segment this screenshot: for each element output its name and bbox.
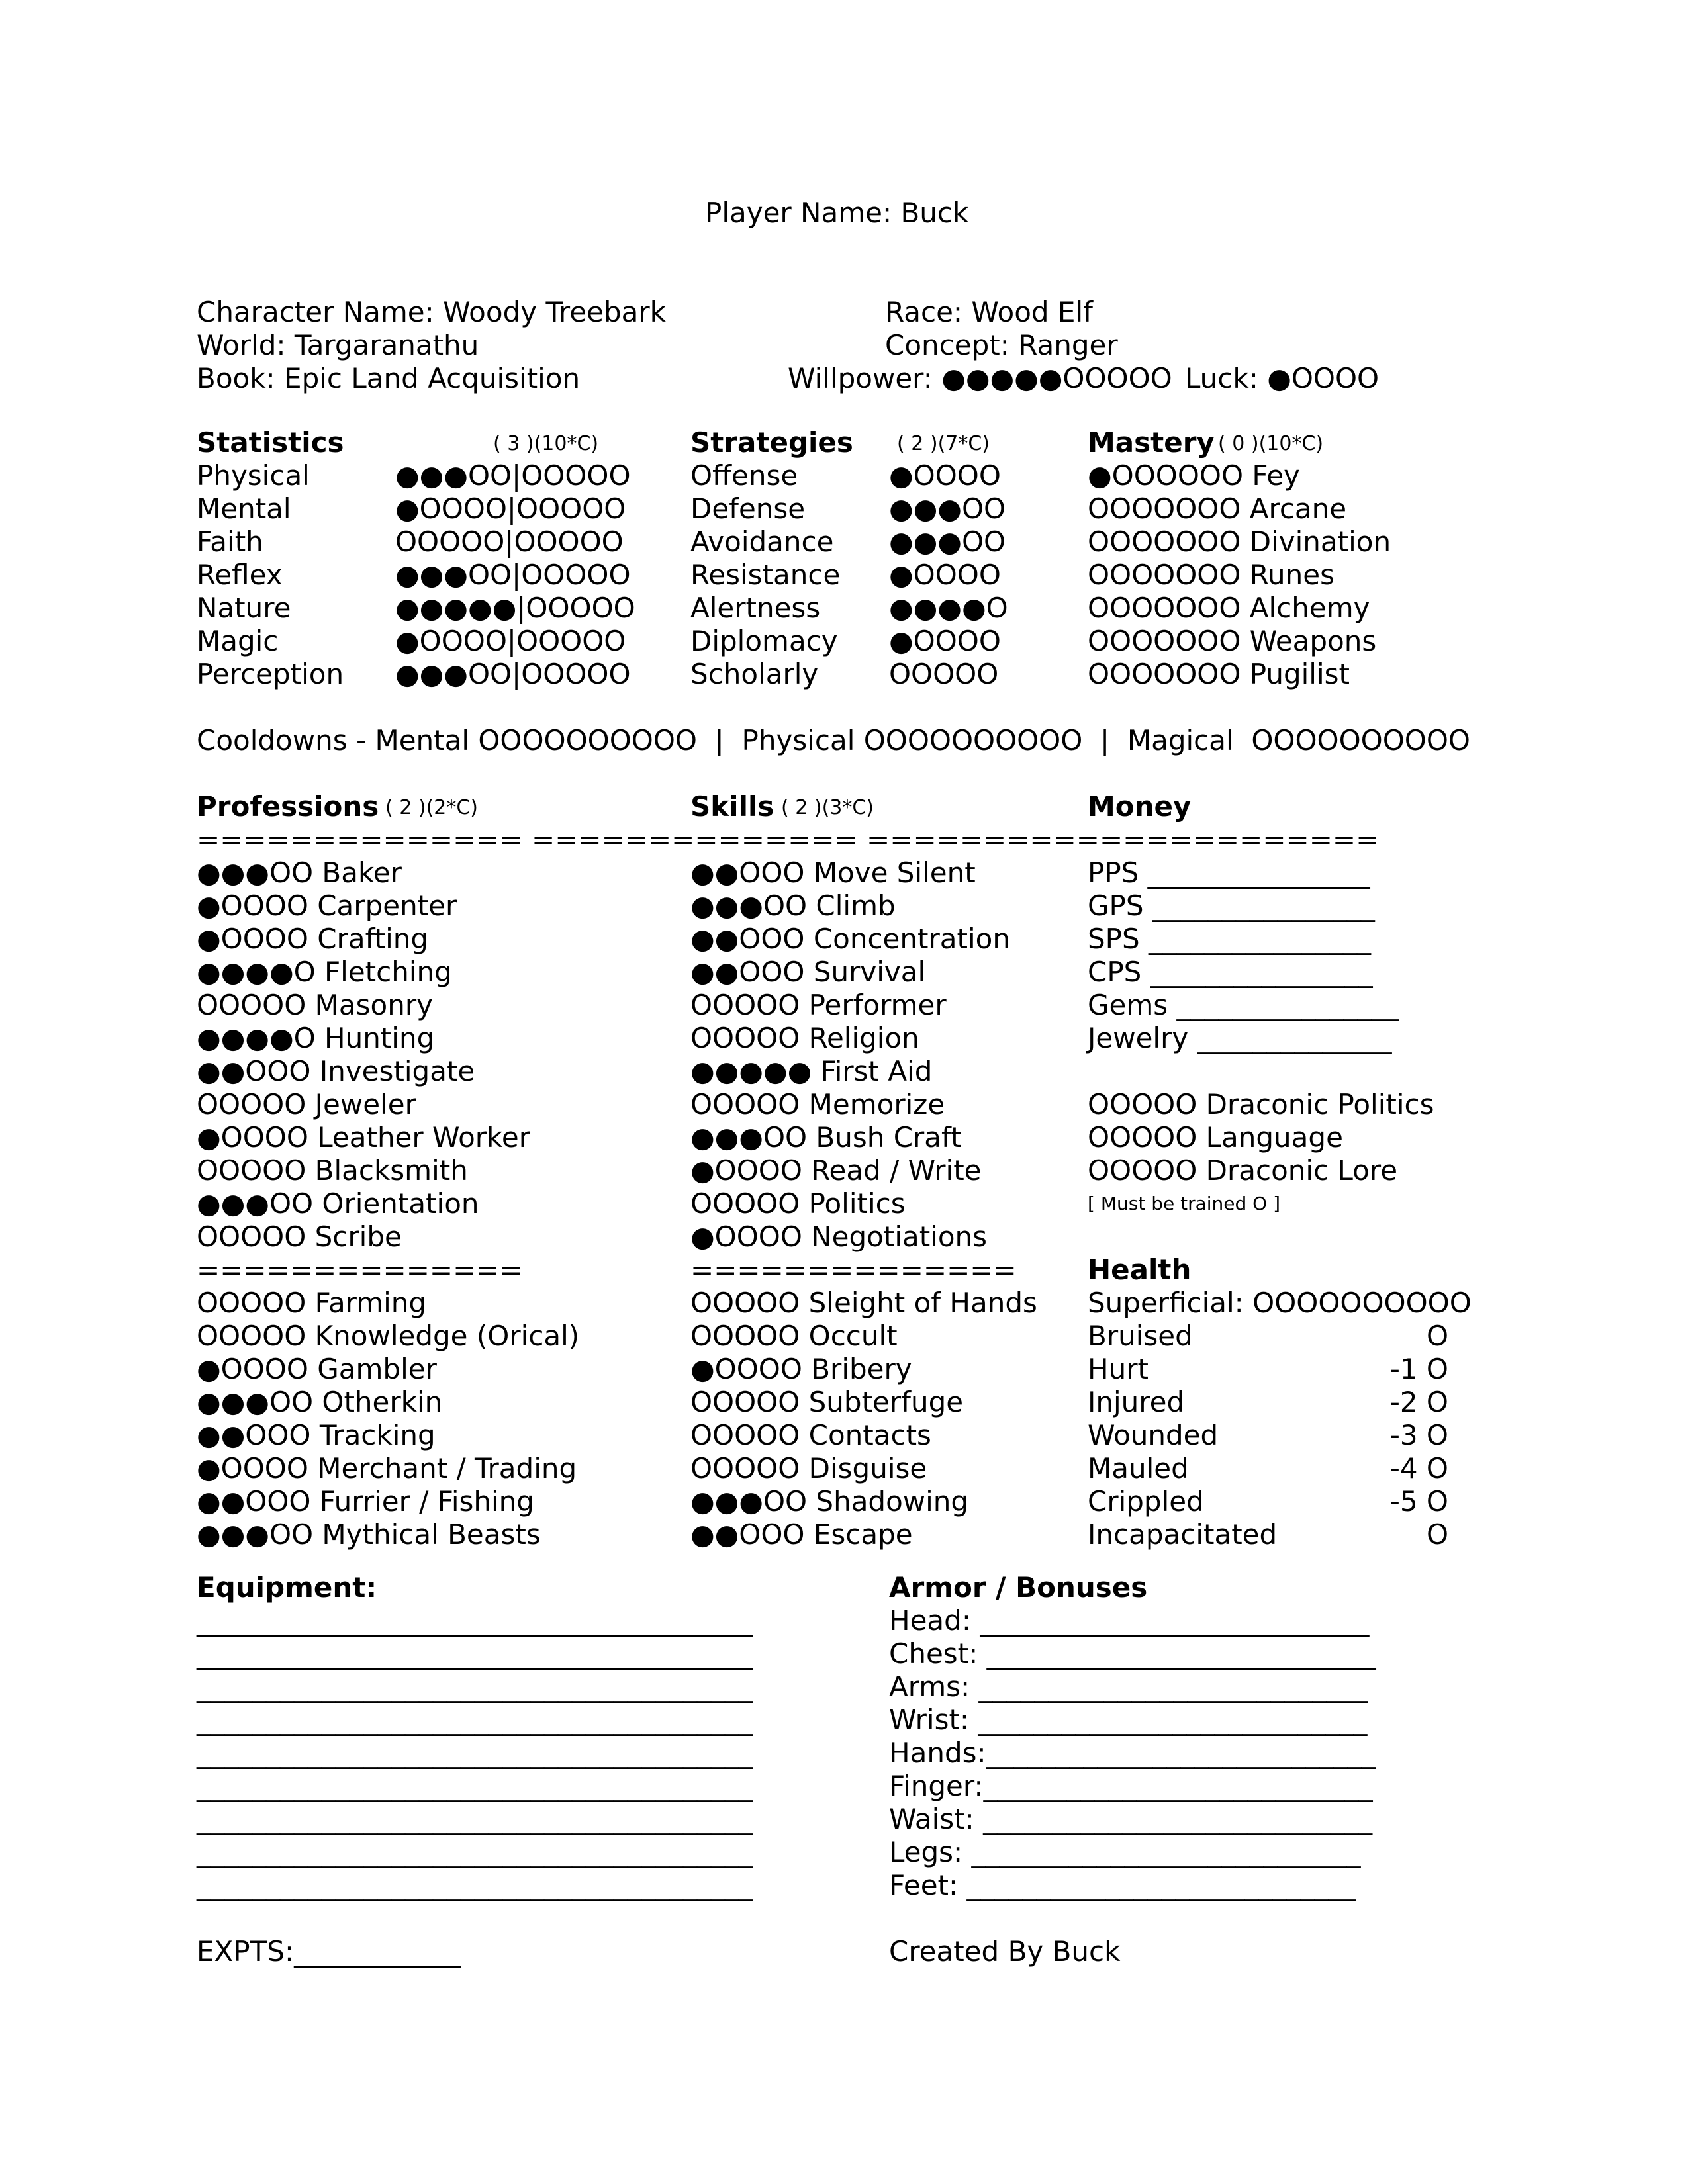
willpower: Willpower: ●●●●●OOOOO: [788, 362, 1172, 394]
stat-row: Faith OOOOO|OOOOO: [197, 525, 624, 558]
stat-row: Nature ●●●●●|OOOOO: [197, 592, 635, 624]
money-pps-field[interactable]: PPS ________________: [1088, 856, 1370, 889]
health-title: Health: [1088, 1253, 1192, 1286]
stat-dots: ●OOOO|OOOOO: [395, 492, 626, 525]
profession-row: OOOOO Knowledge (Orical): [197, 1320, 580, 1352]
skill-row: OOOOO Memorize: [690, 1088, 945, 1120]
skill-row: OOOOO Sleight of Hands: [690, 1287, 1037, 1319]
armor-legs-field[interactable]: Legs: ____________________________: [889, 1836, 1361, 1868]
stat-row: Perception ●●●OO|OOOOO: [197, 658, 631, 690]
profession-row: ●●●OO Orientation: [197, 1187, 479, 1220]
armor-list: [889, 1604, 1376, 1902]
money-list: [1088, 856, 1399, 1055]
equipment-line[interactable]: ________________________________________: [197, 1637, 753, 1670]
stat-dots: ●●●OO|OOOOO: [395, 658, 631, 690]
skill-row: ●●●OO Shadowing: [690, 1485, 969, 1518]
mastery-cost: ( 0 )(10*C): [1218, 432, 1324, 455]
professions-title: Professions: [197, 790, 379, 823]
profession-row: OOOOO Masonry: [197, 989, 433, 1021]
strategy-row: Offense ●OOOO: [690, 459, 1001, 492]
health-row: Incapacitated O: [1088, 1518, 1448, 1551]
health-row: Injured -2 O: [1088, 1386, 1448, 1418]
profession-row: OOOOO Farming: [197, 1287, 427, 1319]
skills-separator: ==============: [690, 1253, 1017, 1286]
money-cps-field[interactable]: CPS ________________: [1088, 956, 1373, 988]
skill-row: OOOOO Subterfuge: [690, 1386, 964, 1418]
skill-row: ●●OOO Escape: [690, 1518, 913, 1551]
statistics-list: [197, 459, 673, 691]
money-gps-field[interactable]: GPS ________________: [1088, 889, 1375, 922]
health-list: [1088, 1320, 1448, 1551]
armor-hands-field[interactable]: Hands:____________________________: [889, 1737, 1376, 1769]
stat-dots: ●●●●●|OOOOO: [395, 592, 635, 624]
armor-title: Armor / Bonuses: [889, 1571, 1148, 1604]
trained-row: OOOOO Draconic Lore: [1088, 1154, 1398, 1187]
profession-row: ●OOOO Gambler: [197, 1353, 437, 1385]
skill-row: OOOOO Disguise: [690, 1452, 927, 1484]
stat-dots: ●OOOO|OOOOO: [395, 625, 626, 657]
profession-row: ●●OOO Tracking: [197, 1419, 436, 1451]
money-jewelry-field[interactable]: Jewelry ______________: [1088, 1022, 1392, 1054]
mastery-row: ●OOOOOO Fey: [1088, 459, 1300, 492]
equipment-title: Equipment:: [197, 1571, 377, 1604]
skills-title: Skills: [690, 790, 774, 823]
profession-row: ●●●OO Baker: [197, 856, 402, 889]
strategies-list: [690, 459, 1088, 691]
skill-row: OOOOO Performer: [690, 989, 947, 1021]
equipment-lines: [197, 1604, 753, 1902]
profession-row: ●OOOO Merchant / Trading: [197, 1452, 577, 1484]
skills-list: [690, 856, 1037, 1551]
health-row: Mauled -4 O: [1088, 1452, 1448, 1484]
mastery-list: [1088, 459, 1391, 691]
mastery-row: OOOOOOO Arcane: [1088, 492, 1347, 525]
stat-row: Reflex ●●●OO|OOOOO: [197, 559, 631, 591]
separator-line: ============== ============== ======================: [197, 823, 1380, 856]
health-superficial: Superficial: OOOOOOOOOO: [1088, 1287, 1472, 1319]
book: Book: Epic Land Acquisition: [197, 362, 581, 394]
profession-row: ●●OOO Furrier / Fishing: [197, 1485, 534, 1518]
health-row: Crippled -5 O: [1088, 1485, 1448, 1518]
skills-cost: ( 2 )(3*C): [781, 796, 874, 819]
trained-note: [ Must be trained O ]: [1088, 1193, 1281, 1214]
armor-feet-field[interactable]: Feet: ____________________________: [889, 1869, 1356, 1901]
equipment-line[interactable]: ________________________________________: [197, 1836, 753, 1868]
health-row: Bruised O: [1088, 1320, 1448, 1352]
skill-row: ●●●OO Bush Craft: [690, 1121, 962, 1154]
strategy-row: Scholarly OOOOO: [690, 658, 999, 690]
skill-row: OOOOO Religion: [690, 1022, 919, 1054]
armor-chest-field[interactable]: Chest: ____________________________: [889, 1637, 1376, 1670]
luck: Luck: ●OOOO: [1185, 362, 1380, 394]
mastery-row: OOOOOOO Alchemy: [1088, 592, 1370, 624]
armor-wrist-field[interactable]: Wrist: ____________________________: [889, 1704, 1368, 1736]
player-name: Player Name: Buck: [705, 197, 969, 229]
strategy-row: Diplomacy ●OOOO: [690, 625, 1001, 657]
concept: Concept: Ranger: [885, 329, 1118, 361]
strategies-title: Strategies: [690, 426, 853, 459]
mastery-row: OOOOOOO Divination: [1088, 525, 1391, 558]
statistics-title: Statistics: [197, 426, 344, 459]
skill-row: ●●OOO Move Silent: [690, 856, 976, 889]
money-sps-field[interactable]: SPS ________________: [1088, 923, 1371, 955]
equipment-line[interactable]: ________________________________________: [197, 1770, 753, 1802]
mastery-row: OOOOOOO Pugilist: [1088, 658, 1350, 690]
professions-cost: ( 2 )(2*C): [385, 796, 479, 819]
money-gems-field[interactable]: Gems ________________: [1088, 989, 1399, 1021]
profession-row: OOOOO Jeweler: [197, 1088, 416, 1120]
health-row: Hurt -1 O: [1088, 1353, 1448, 1385]
stat-row: Physical ●●●OO|OOOOO: [197, 459, 631, 492]
skill-row: ●●●●● First Aid: [690, 1055, 933, 1087]
skill-row: OOOOO Contacts: [690, 1419, 931, 1451]
stat-row: Magic ●OOOO|OOOOO: [197, 625, 626, 657]
mastery-row: OOOOOOO Weapons: [1088, 625, 1377, 657]
skill-row: ●●●OO Climb: [690, 889, 896, 922]
armor-finger-field[interactable]: Finger:____________________________: [889, 1770, 1373, 1802]
profession-row: ●●●OO Otherkin: [197, 1386, 443, 1418]
mastery-title: Mastery: [1088, 426, 1215, 459]
skill-row: ●●OOO Survival: [690, 956, 926, 988]
skill-row: ●OOOO Negotiations: [690, 1220, 988, 1253]
trained-list: [1088, 1088, 1434, 1220]
equipment-line[interactable]: ________________________________________: [197, 1803, 753, 1835]
professions-separator: ==============: [197, 1253, 523, 1286]
profession-row: ●OOOO Leather Worker: [197, 1121, 530, 1154]
statistics-cost: ( 3 )(10*C): [493, 432, 599, 455]
equipment-line[interactable]: ________________________________________: [197, 1704, 753, 1736]
strategy-row: Alertness ●●●●O: [690, 592, 1008, 624]
skill-row: OOOOO Occult: [690, 1320, 898, 1352]
stat-dots: ●●●OO|OOOOO: [395, 559, 631, 591]
strategy-row: Avoidance ●●●OO: [690, 525, 1006, 558]
cooldowns: Cooldowns - Mental OOOOOOOOOO | Physical OOOOOOOOOO | Magical OOOOOOOOOO: [197, 724, 1470, 756]
profession-row: ●●OOO Investigate: [197, 1055, 475, 1087]
created-by: Created By Buck: [889, 1935, 1121, 1968]
strategy-row: Defense ●●●OO: [690, 492, 1006, 525]
expts-field[interactable]: EXPTS:____________: [197, 1935, 461, 1968]
equipment-line[interactable]: ________________________________________: [197, 1737, 753, 1769]
profession-row: ●●●OO Mythical Beasts: [197, 1518, 541, 1551]
health-row: Wounded -3 O: [1088, 1419, 1448, 1451]
world: World: Targaranathu: [197, 329, 479, 361]
equipment-line[interactable]: ________________________________________: [197, 1604, 753, 1637]
stat-dots: OOOOO|OOOOO: [395, 525, 624, 558]
character-name: Character Name: Woody Treebark: [197, 296, 666, 328]
strategy-row: Resistance ●OOOO: [690, 559, 1001, 591]
profession-row: ●●●●O Fletching: [197, 956, 452, 988]
equipment-line[interactable]: ________________________________________: [197, 1670, 753, 1703]
strategies-cost: ( 2 )(7*C): [897, 432, 990, 455]
stat-dots: ●●●OO|OOOOO: [395, 459, 631, 492]
skill-row: ●OOOO Bribery: [690, 1353, 912, 1385]
trained-row: OOOOO Language: [1088, 1121, 1343, 1154]
equipment-line[interactable]: ________________________________________: [197, 1869, 753, 1901]
professions-list: [197, 856, 579, 1551]
profession-row: ●●●●O Hunting: [197, 1022, 435, 1054]
mastery-row: OOOOOOO Runes: [1088, 559, 1335, 591]
profession-row: OOOOO Scribe: [197, 1220, 402, 1253]
skill-row: OOOOO Politics: [690, 1187, 906, 1220]
stat-row: Mental ●OOOO|OOOOO: [197, 492, 626, 525]
armor-head-field[interactable]: Head: ____________________________: [889, 1604, 1370, 1637]
skill-row: ●●OOO Concentration: [690, 923, 1010, 955]
armor-waist-field[interactable]: Waist: ____________________________: [889, 1803, 1373, 1835]
race: Race: Wood Elf: [885, 296, 1093, 328]
profession-row: ●OOOO Carpenter: [197, 889, 457, 922]
profession-row: ●OOOO Crafting: [197, 923, 429, 955]
armor-arms-field[interactable]: Arms: ____________________________: [889, 1670, 1368, 1703]
money-title: Money: [1088, 790, 1192, 823]
profession-row: OOOOO Blacksmith: [197, 1154, 468, 1187]
trained-row: OOOOO Draconic Politics: [1088, 1088, 1434, 1120]
skill-row: ●OOOO Read / Write: [690, 1154, 982, 1187]
